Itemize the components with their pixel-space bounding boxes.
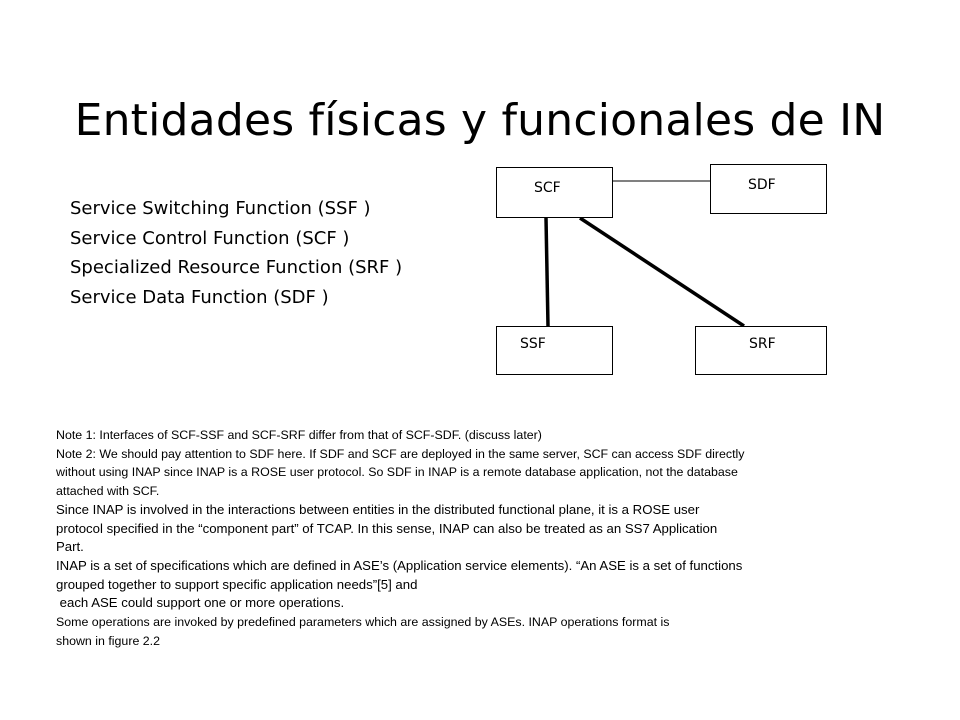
note-line: Note 2: We should pay attention to SDF here. If SDF and SCF are deployed in the same server, SCF can access SDF directly	[56, 446, 745, 461]
note-line: shown in figure 2.2	[56, 633, 161, 648]
node-ssf-label: SSF	[520, 336, 546, 352]
edge-scf-ssf	[546, 218, 548, 326]
note-line: Since INAP is involved in the interactions between entities in the distributed functional plane, it is a ROSE user	[56, 501, 700, 517]
node-sdf	[710, 164, 827, 214]
node-scf-label: SCF	[534, 180, 561, 196]
note-line: Some operations are invoked by predefined parameters which are assigned by ASEs. INAP operations format is	[56, 615, 670, 630]
note-line: attached with SCF.	[56, 484, 160, 499]
node-sdf-label: SDF	[748, 177, 776, 193]
note-line: Part.	[56, 539, 84, 555]
notes-block	[56, 426, 916, 650]
node-ssf	[496, 326, 613, 375]
note-line: grouped together to support specific application needs”[5] and	[56, 576, 418, 592]
note-line: each ASE could support one or more operations.	[56, 595, 345, 611]
note-line: INAP is a set of specifications which are defined in ASE’s (Application service elements). “An ASE is a set of functions	[56, 557, 743, 573]
node-srf	[695, 326, 827, 375]
function-item-srf: Specialized Resource Function (SRF )	[70, 257, 403, 278]
note-line: without using INAP since INAP is a ROSE user protocol. So SDF in INAP is a remote database application, not the database	[56, 465, 738, 480]
note-line: protocol specified in the “component part” of TCAP. In this sense, INAP can also be treated as an SS7 Application	[56, 520, 718, 536]
node-scf	[496, 167, 613, 218]
node-srf-label: SRF	[749, 336, 776, 352]
function-item-sdf: Service Data Function (SDF )	[70, 286, 329, 308]
function-item-ssf: Service Switching Function (SSF )	[70, 198, 371, 219]
edge-scf-srf	[580, 218, 744, 326]
note-line: Note 1: Interfaces of SCF-SSF and SCF-SRF differ from that of SCF-SDF. (discuss later)	[56, 428, 542, 442]
function-item-scf: Service Control Function (SCF )	[70, 227, 350, 249]
slide-title: Entidades físicas y funcionales de IN	[74, 95, 886, 147]
